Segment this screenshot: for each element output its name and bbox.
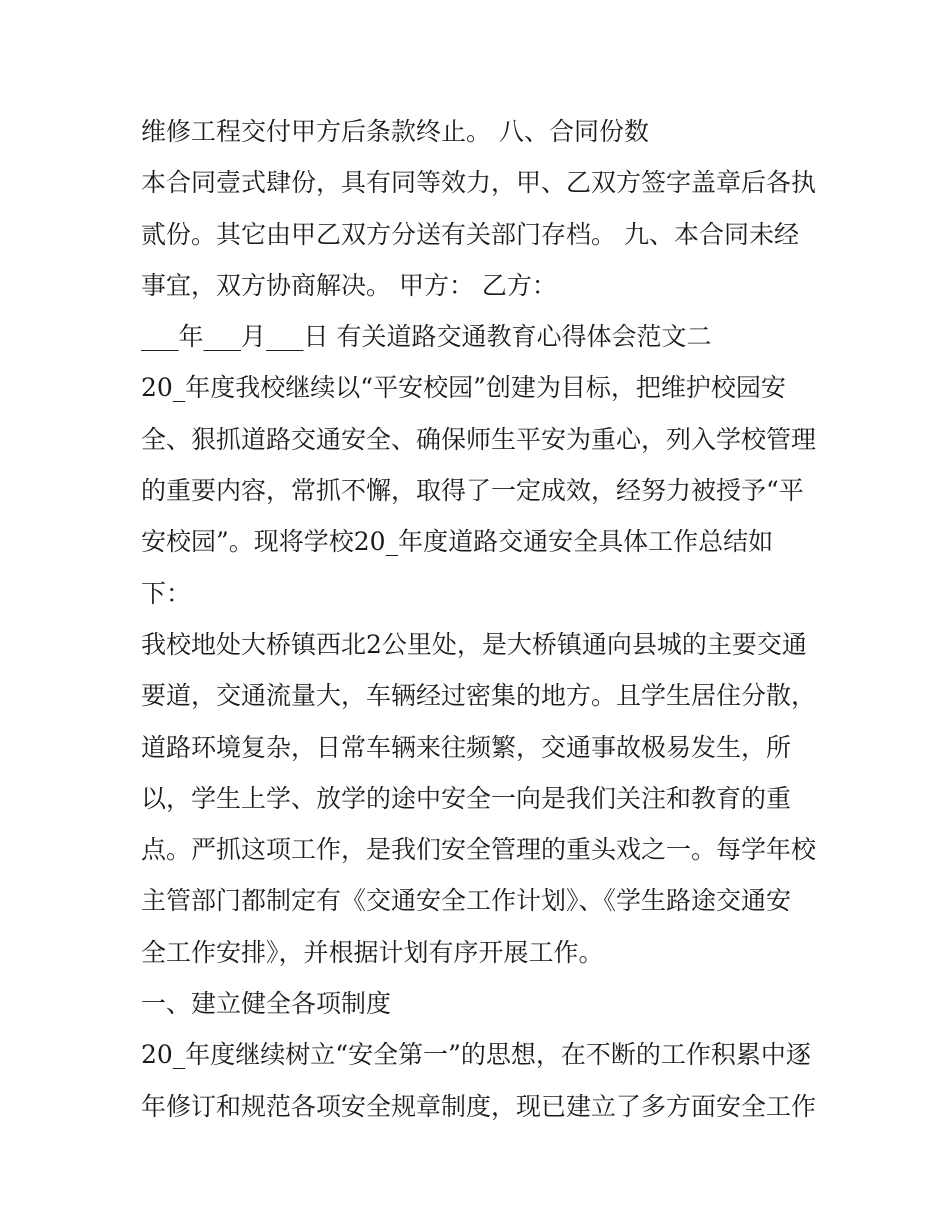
text-line: 以，学生上学、放学的途中安全一向是我们关注和教育的重 [141, 783, 792, 813]
text-line: 的重要内容，常抓不懈，取得了一定成效，经努力被授予“平 [141, 476, 804, 506]
text-line: 事宜，双方协商解决。 甲方： 乙方： [141, 270, 557, 300]
text-line: 20_年度我校继续以“平安校园”创建为目标，把维护校园安 [141, 373, 786, 403]
section-heading: 一、建立健全各项制度 [141, 989, 392, 1019]
text-line: 主管部门都制定有《交通安全工作计划》、《学生路途交通安 [141, 886, 792, 916]
text-line: 年修订和规范各项安全规章制度，现已建立了多方面安全工作 [141, 1091, 817, 1121]
text-line: 维修工程交付甲方后条款终止。 八、合同份数 [141, 117, 649, 146]
text-line: 20_年度继续树立“安全第一”的思想，在不断的工作积累中逐 [141, 1040, 811, 1070]
text-line: 全、狠抓道路交通安全、确保师生平安为重心，列入学校管理 [141, 424, 817, 454]
document-body [141, 106, 831, 1132]
text-line: 本合同壹式肆份，具有同等效力，甲、乙双方签字盖章后各执 [141, 168, 817, 198]
text-line: 要道，交通流量大，车辆经过密集的地方。且学生居住分散， [141, 681, 817, 711]
text-line: 我校地处大桥镇西北2公里处，是大桥镇通向县城的主要交通 [141, 629, 807, 659]
text-line: 点。严抓这项工作，是我们安全管理的重头戏之一。每学年校 [141, 835, 817, 865]
text-line: ___年___月___日 有关道路交通教育心得体会范文二 [141, 322, 712, 352]
text-line: 贰份。其它由甲乙双方分送有关部门存档。 九、本合同未经 [141, 219, 799, 249]
text-line: 全工作安排》，并根据计划有序开展工作。 [141, 937, 604, 967]
text-line: 安校园”。现将学校20_年度道路交通安全具体工作总结如 [141, 527, 774, 557]
text-line: 道路环境复杂，日常车辆来往频繁，交通事故极易发生，所 [141, 732, 792, 762]
text-line: 下： [141, 578, 192, 608]
